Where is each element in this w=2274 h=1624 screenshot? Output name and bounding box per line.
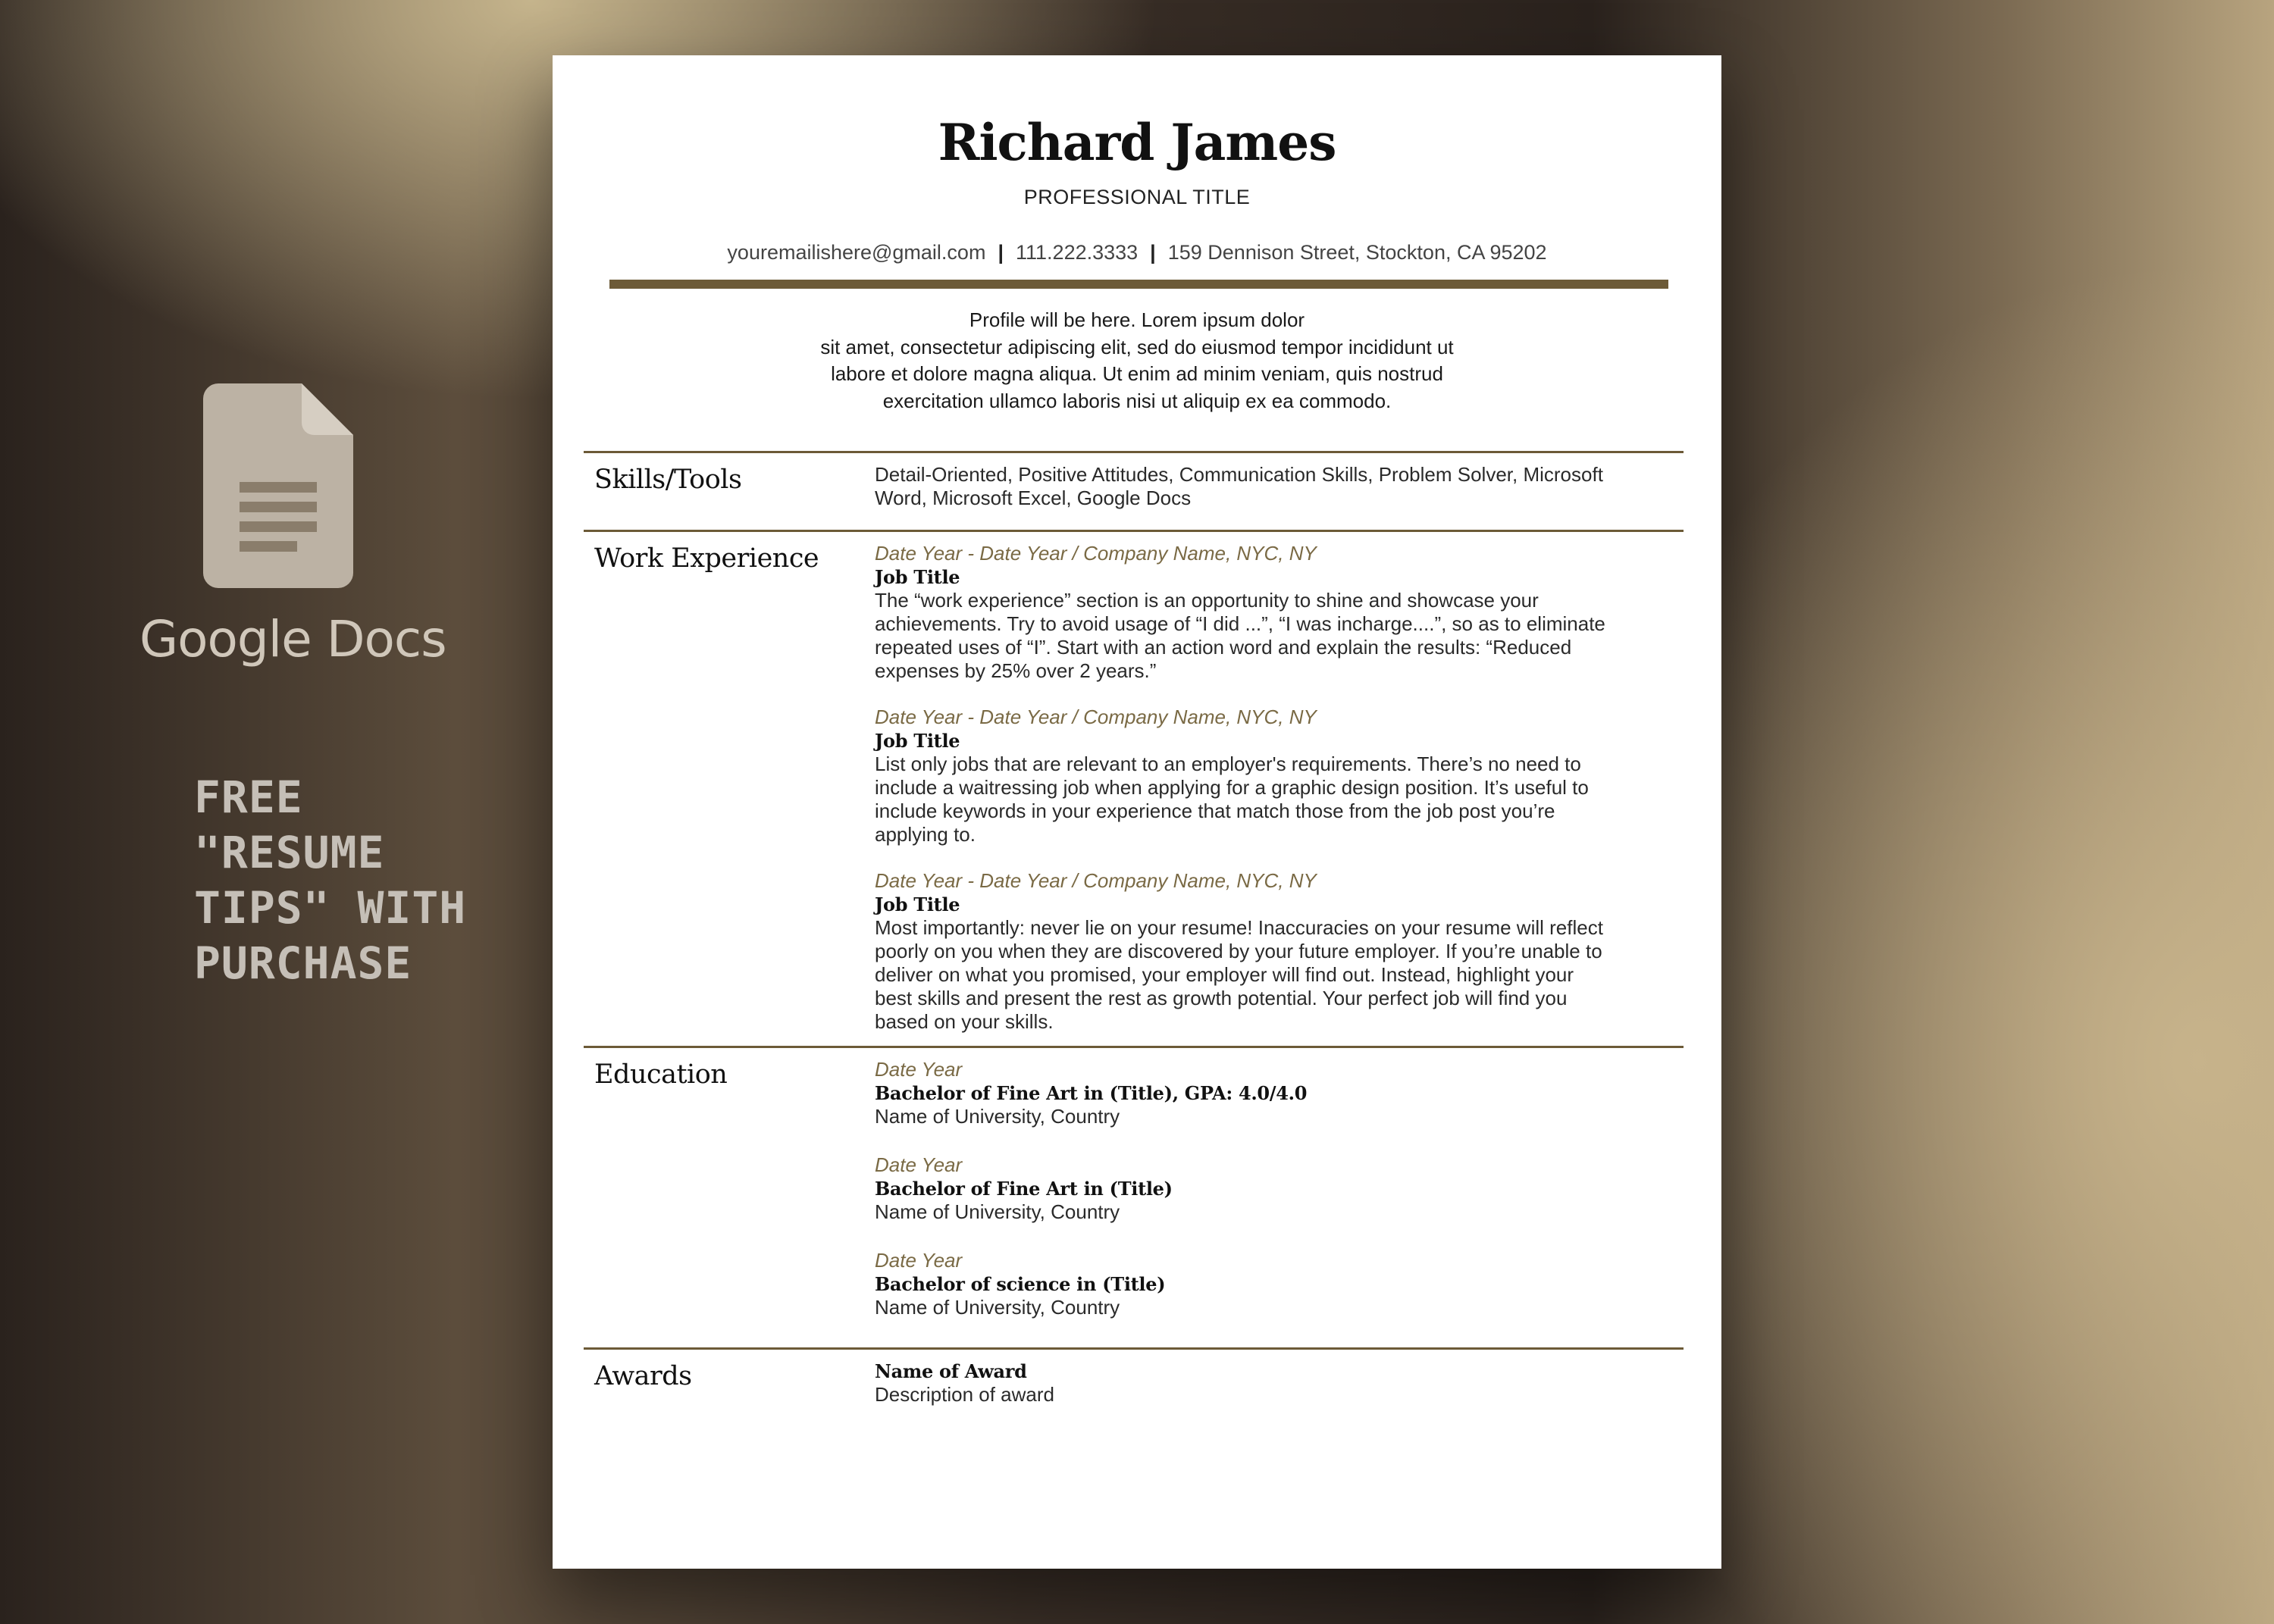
education-content: [875, 1058, 1678, 1319]
job-line: applying to.: [875, 823, 976, 846]
professional-title: PROFESSIONAL TITLE: [1023, 186, 1251, 208]
section-divider: [584, 451, 1684, 453]
section-title-skills: Skills/Tools: [594, 465, 742, 495]
school-name: Name of University, Country: [875, 1296, 1120, 1319]
job-date: Date Year - Date Year / Company Name, NYC, NY: [875, 869, 1317, 892]
job-line: poorly on you when they are discovered by your future employer. If you’re unable to: [875, 940, 1602, 962]
job-title: Job Title: [875, 893, 960, 915]
school-name: Name of University, Country: [875, 1105, 1120, 1128]
google-docs-icon: [203, 383, 353, 588]
school-name: Name of University, Country: [875, 1200, 1120, 1223]
job-date: Date Year - Date Year / Company Name, NYC, NY: [875, 542, 1317, 565]
section-divider: [584, 1046, 1684, 1048]
header-divider: [609, 280, 1668, 289]
job-date: Date Year - Date Year / Company Name, NYC, NY: [875, 706, 1317, 728]
job-line: List only jobs that are relevant to an employer's requirements. There’s no need to: [875, 753, 1581, 775]
section-divider: [584, 1347, 1684, 1350]
job-line: achievements. Try to avoid usage of “I did ...”, “I was incharge....”, so as to eliminate: [875, 612, 1605, 635]
section-title-work: Work Experience: [594, 543, 819, 574]
section-title-awards: Awards: [594, 1361, 692, 1391]
contact-separator: |: [1150, 241, 1156, 264]
job-line: deliver on what you promised, your employer will find out. Instead, highlight your: [875, 963, 1574, 986]
education-date: Date Year: [875, 1058, 963, 1081]
profile-line: sit amet, consectetur adipiscing elit, sed do eiusmod tempor incididunt ut: [820, 335, 1454, 358]
resume-name: Richard James: [938, 113, 1336, 172]
job-line: repeated uses of “I”. Start with an action word and explain the results: “Reduced: [875, 636, 1572, 659]
profile-line: exercitation ullamco laboris nisi ut aliquip ex ea commodo.: [882, 389, 1392, 412]
work-content: [875, 542, 1678, 1034]
award-name: Name of Award: [875, 1360, 1027, 1382]
promo-panel: [0, 0, 531, 1624]
degree-title: Bachelor of Fine Art in (Title), GPA: 4.0/4.0: [875, 1082, 1308, 1104]
promo-line: FREE: [194, 771, 303, 823]
profile-line: labore et dolore magna aliqua. Ut enim ad minim veniam, quis nostrud: [831, 362, 1443, 385]
degree-title: Bachelor of science in (Title): [875, 1273, 1166, 1295]
job-line: expenses by 25% over 2 years.”: [875, 659, 1157, 682]
section-title-education: Education: [594, 1059, 728, 1090]
promo-line: TIPS" WITH: [194, 882, 467, 934]
job-line: include a waitressing job when applying for a graphic design position. It’s useful to: [875, 776, 1589, 799]
contact-separator: |: [998, 241, 1004, 264]
skills-line: Word, Microsoft Excel, Google Docs: [875, 487, 1192, 509]
job-line: Most importantly: never lie on your resume! Inaccuracies on your resume will reflect: [875, 916, 1603, 939]
awards-content: [875, 1360, 1678, 1407]
job-title: Job Title: [875, 566, 960, 588]
job-line: The “work experience” section is an opportunity to shine and showcase your: [875, 589, 1539, 612]
promo-line: "RESUME: [194, 827, 385, 878]
contact-line: [553, 241, 1721, 264]
contact-email: youremailishere@gmail.com: [727, 241, 986, 264]
job-line: based on your skills.: [875, 1010, 1054, 1033]
skills-line: Detail-Oriented, Positive Attitudes, Communication Skills, Problem Solver, Microsoft: [875, 463, 1603, 486]
contact-address: 159 Dennison Street, Stockton, CA 95202: [1167, 241, 1547, 264]
google-docs-wordmark: Google Docs: [139, 610, 446, 668]
award-description: Description of award: [875, 1383, 1054, 1406]
job-line: best skills and present the rest as growth potential. Your perfect job will find you: [875, 987, 1568, 1009]
promo-line: PURCHASE: [194, 937, 412, 989]
education-date: Date Year: [875, 1153, 963, 1176]
degree-title: Bachelor of Fine Art in (Title): [875, 1178, 1173, 1200]
education-date: Date Year: [875, 1249, 963, 1272]
job-line: include keywords in your experience that match those from the job post you’re: [875, 799, 1555, 822]
resume-page: [553, 55, 1721, 1569]
contact-phone: 111.222.3333: [1016, 241, 1139, 264]
skills-content: [875, 463, 1678, 510]
promo-text: [194, 770, 528, 991]
section-divider: [584, 530, 1684, 532]
profile-summary: [739, 307, 1535, 415]
job-title: Job Title: [875, 730, 960, 752]
profile-line: Profile will be here. Lorem ipsum dolor: [969, 308, 1305, 331]
